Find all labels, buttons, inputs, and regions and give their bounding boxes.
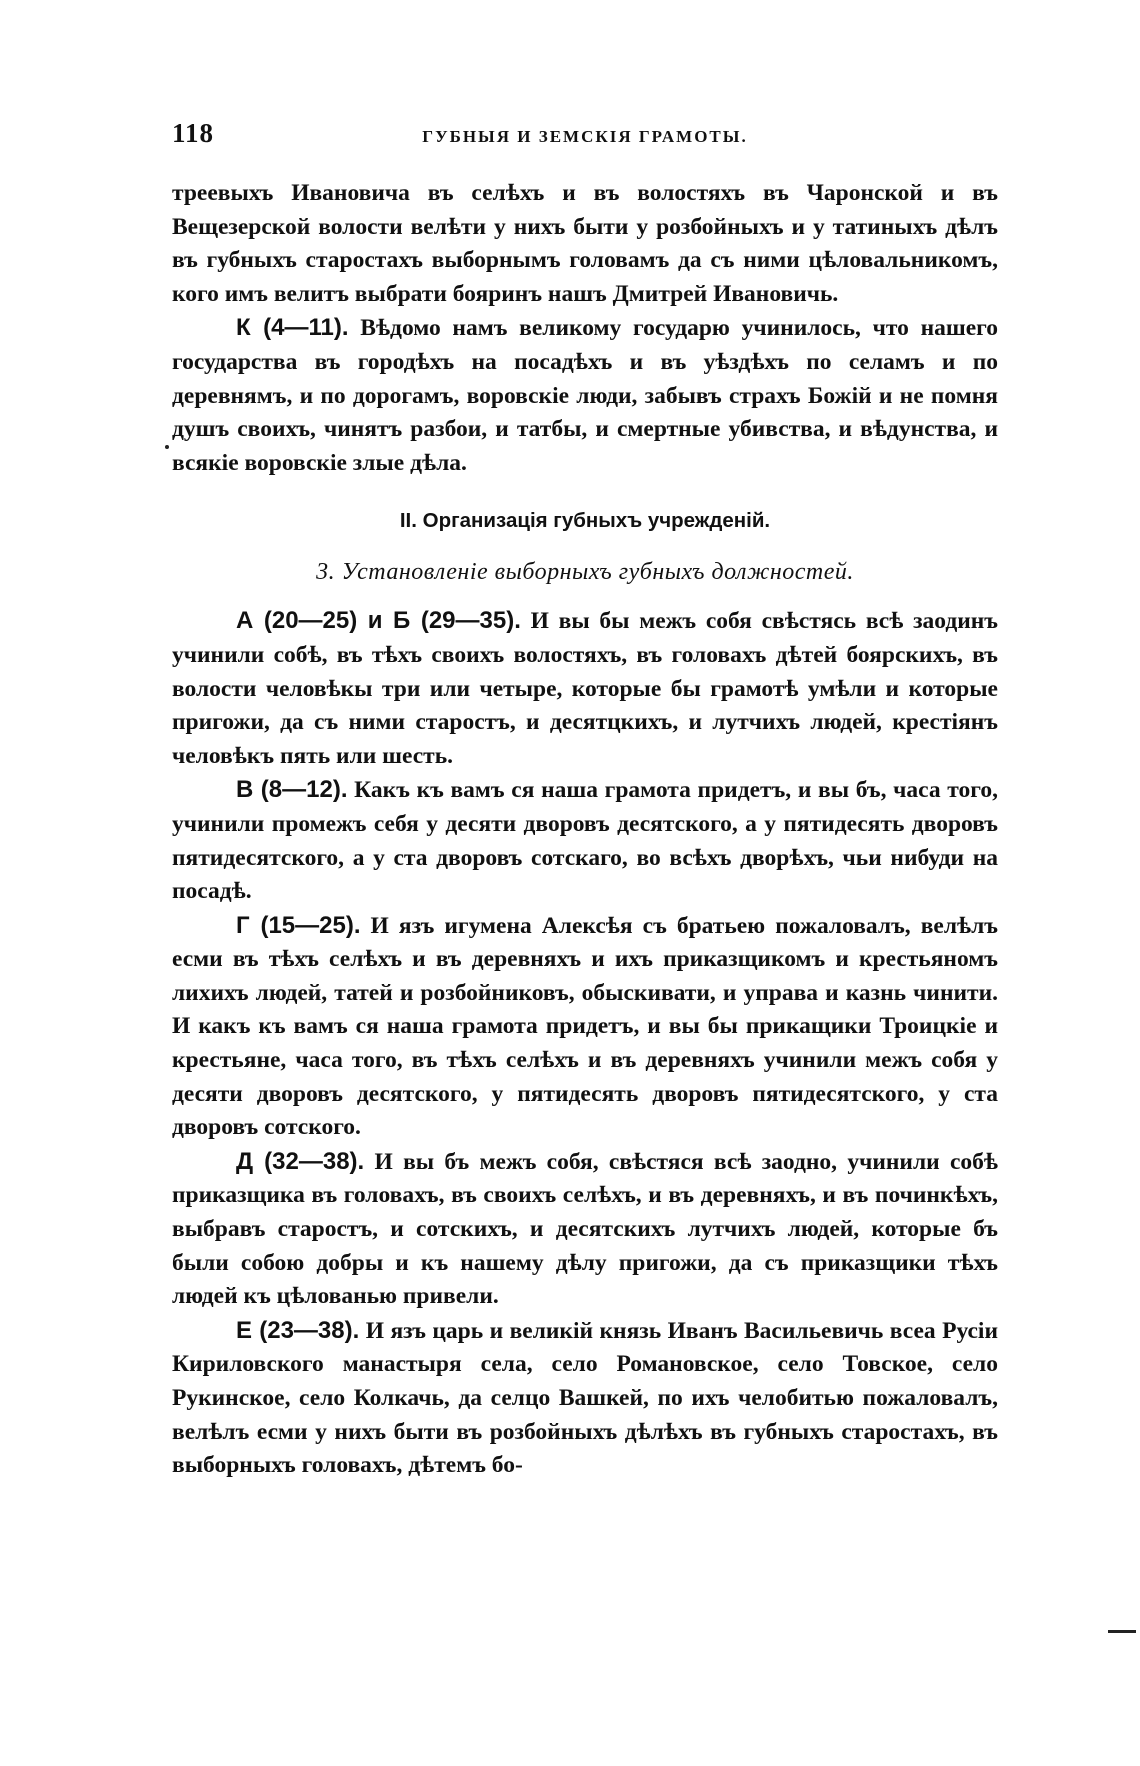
- paragraph-text: И вы бъ межъ собя, свѣстяся всѣ заодно, учинили собѣ приказщика въ головахъ, въ своихъ селѣхъ, и въ деревняхъ, и въ починкѣхъ, выбравъ старостъ, и сотскихъ, и десятскихъ лутчихъ людей, которые бъ были собою добры и къ нашему дѣлу пригожи, да съ приказщики тѣхъ людей къ цѣлованью привели.: [172, 1148, 998, 1310]
- page-header: [172, 118, 998, 158]
- body-text: [172, 177, 998, 1483]
- paragraph-text: Какъ къ вамъ ся наша грамота придетъ, и вы бъ, часа того, учинили промежъ себя у десяти дворовъ десятского, а у пятидесять дворовъ пятидесятского, а у ста дворовъ сотскаго, во всѣхъ дворѣхъ, чьи нибуди на посадѣ.: [172, 777, 998, 905]
- paragraph-text: Вѣдомо намъ великому государю учинилось, что нашего государства въ городѣхъ на посадѣхъ и въ уѣздѣхъ по селамъ и по деревнямъ, и по дорогамъ, воровскіе люди, забывъ страхъ Божій и не помня душъ своихъ, чинятъ разбои, и татбы, и смертные убивства, и вѣдунства, и всякіе воровскіе злые дѣла.: [172, 315, 998, 476]
- paragraph-reference: Д (32—38).: [236, 1147, 365, 1175]
- paragraph-text: И язъ царь и великій князь Иванъ Васильевичь всеа Русіи Кириловского манастыря села, село Романовское, село Товское, село Рукинское, село Колкачь, да селцо Вашкей, по ихъ челобитью пожаловалъ, велѣлъ есми у нихъ быти въ розбойныхъ дѣлѣхъ въ губныхъ старостахъ, въ выборныхъ головахъ, дѣтемъ бо-: [172, 1317, 999, 1479]
- paragraph-reference: К (4—11).: [236, 314, 349, 342]
- paragraph-v: [172, 773, 998, 908]
- paragraph-reference: Е (23—38).: [236, 1316, 360, 1344]
- scan-speck: [165, 445, 169, 449]
- paragraph-text: И язъ игумена Алексѣя съ братьею пожаловалъ, велѣлъ есми въ тѣхъ селѣхъ и въ деревняхъ и ихъ приказщикомъ и крестьяномъ лихихъ людей, татей и розбойниковъ, обыскивати, и управа и казнь чинити. И какъ къ вамъ ся наша грамота придетъ, и вы бы прикащики Троицкіе и крестьяне, часа того, въ тѣхъ селѣхъ и въ деревняхъ учинили межъ собя у десяти дворовъ десятского, у пятидесять дворовъ пятидесятского, у ста дворовъ сотского.: [172, 912, 998, 1141]
- paragraph-a-b: [172, 604, 998, 773]
- paragraph-reference: В (8—12).: [236, 776, 348, 804]
- paragraph-e: [172, 1314, 998, 1483]
- page-number: 118: [172, 118, 215, 148]
- paragraph-continued: [172, 177, 998, 311]
- paragraph-d: [172, 1145, 998, 1314]
- paragraph-text: треевыхъ Ивановича въ селѣхъ и въ волостяхъ въ Чаронской и въ Вещезерской волости велѣти у нихъ быти у розбойныхъ и у татиныхъ дѣлъ въ губныхъ старостахъ выборнымъ головамъ да съ ними цѣловальникомъ, кого имъ велитъ выбрати бояринъ нашъ Дмитрей Ивановичь.: [172, 180, 998, 307]
- section-heading: II. Организація губныхъ учрежденій.: [399, 509, 771, 533]
- paragraph-k: [172, 311, 998, 480]
- paragraph-text: И вы бы межъ собя свѣстясь всѣ заодинъ учинили собѣ, въ тѣхъ своихъ волостяхъ, въ головахъ дѣтей боярскихъ, въ волости человѣкы три или четыре, которые бы грамотѣ умѣли и которые пригожи, да съ ними старостъ, и десятцкихъ, и лутчихъ людей, крестіянъ человѣкъ пять или шесть.: [172, 608, 998, 769]
- subsection-heading: 3. Установленіе выборныхъ губныхъ должностей.: [316, 559, 854, 586]
- paragraph-reference: Г (15—25).: [236, 911, 361, 939]
- paragraph-g: [172, 909, 998, 1145]
- paragraph-reference: А (20—25) и Б (29—35).: [236, 607, 521, 635]
- scan-edge-mark: [1108, 1630, 1136, 1633]
- running-title: ГУБНЫЯ И ЗЕМСКІЯ ГРАМОТЫ.: [422, 127, 748, 146]
